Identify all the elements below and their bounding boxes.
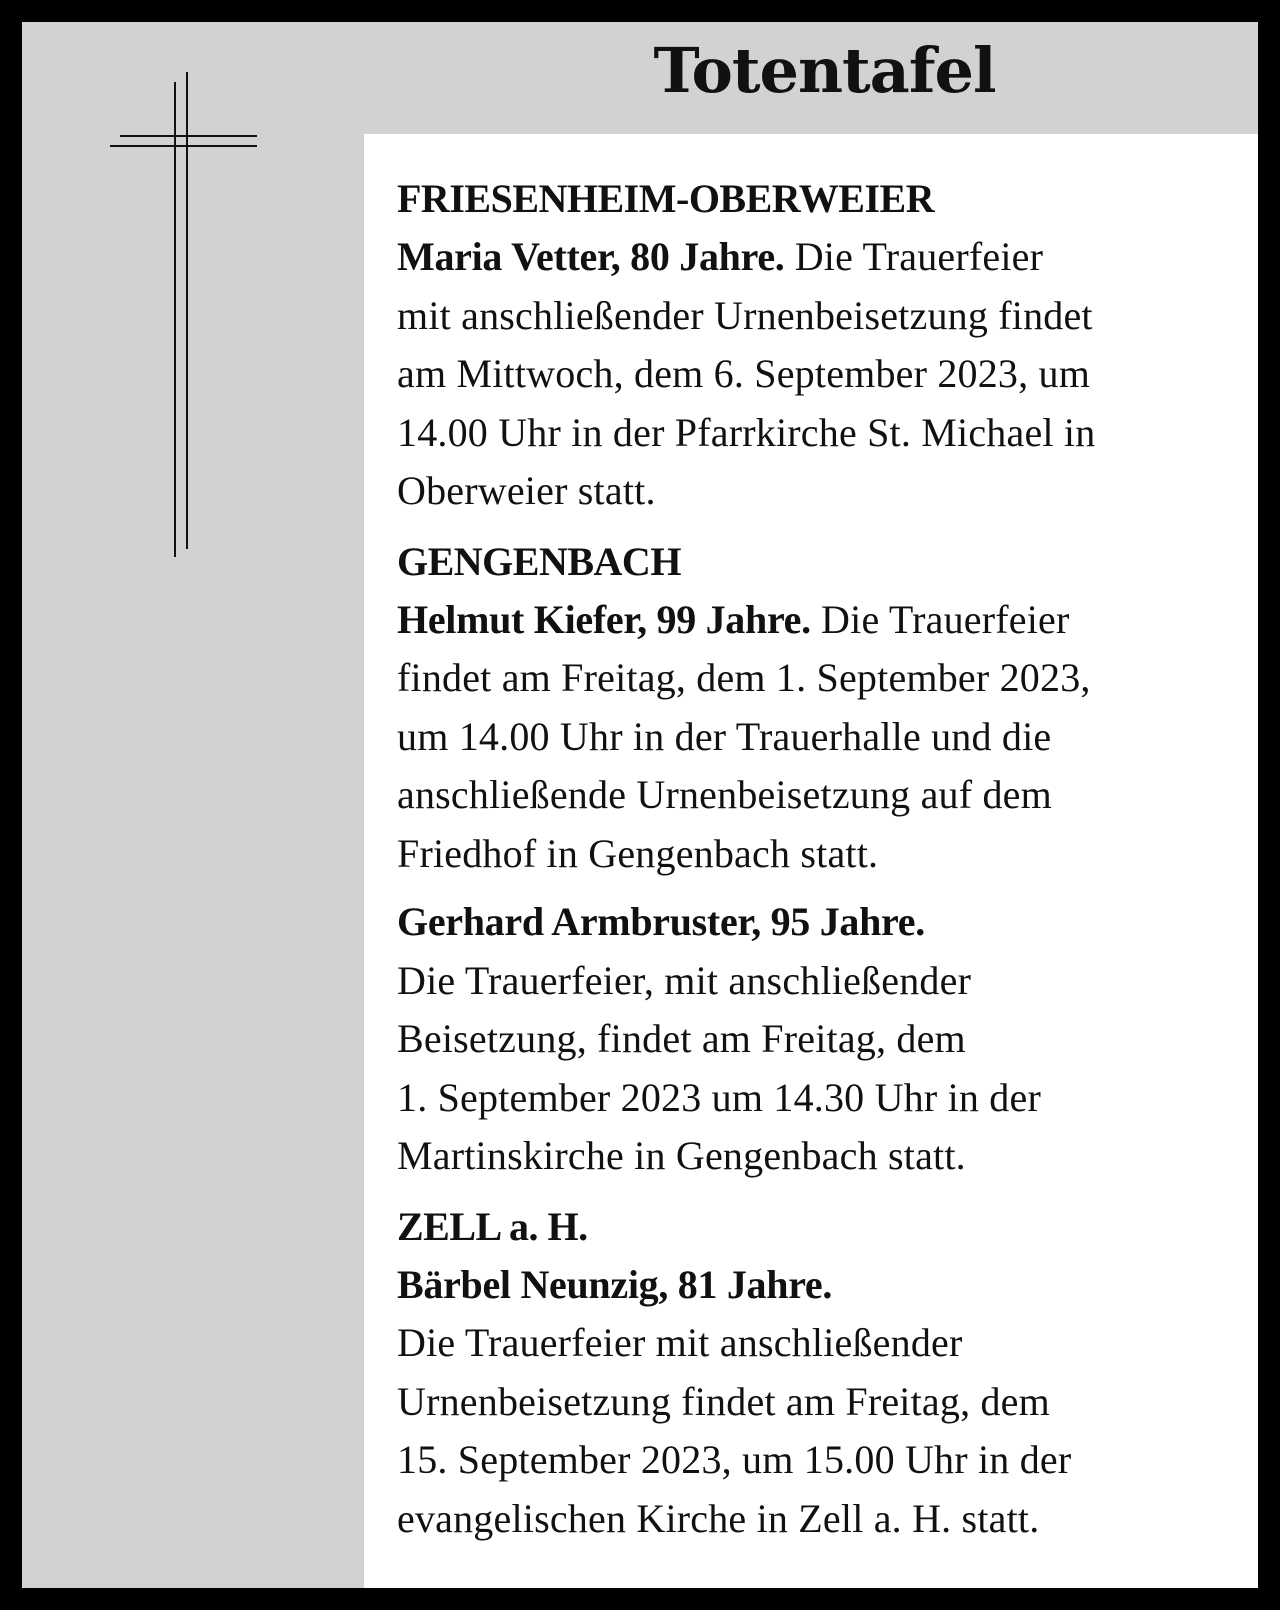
- obituary-entry: [397, 893, 1258, 1186]
- entry-line: anschließende Urnenbeisetzung auf dem: [397, 772, 1052, 817]
- place-heading: ZELL a. H.: [397, 1203, 588, 1249]
- entry-line: Friedhof in Gengenbach statt.: [397, 830, 879, 876]
- obituary-entry: [397, 591, 1258, 884]
- deceased-name: Maria Vetter, 80 Jahre.: [397, 234, 785, 279]
- place-heading: FRIESENHEIM-OBERWEIER: [397, 176, 935, 221]
- entry-line: mit anschließender Urnenbeisetzung findet: [397, 292, 1093, 338]
- entry-line: Oberweier statt.: [397, 468, 656, 513]
- notices-panel: [364, 134, 1280, 1610]
- obituary-entry: [397, 1256, 1258, 1549]
- entry-line: Die Trauerfeier: [821, 596, 1070, 642]
- entry-line: 14.00 Uhr in der Pfarrkirche St. Michael in: [397, 409, 1096, 455]
- entry-line: um 14.00 Uhr in der Trauerhalle und die: [397, 713, 1052, 759]
- entry-line: 1. September 2023 um 14.30 Uhr in der: [397, 1074, 1041, 1120]
- deceased-name: Helmut Kiefer, 99 Jahre.: [397, 596, 811, 642]
- entry-line: Die Trauerfeier, mit anschließender: [397, 957, 972, 1003]
- entry-line: evangelischen Kirche in Zell a. H. statt.: [397, 1495, 1040, 1541]
- entry-line: Beisetzung, findet am Freitag, dem: [397, 1016, 966, 1061]
- entry-line: Die Trauerfeier: [794, 234, 1044, 279]
- obituary-entry: [397, 228, 1258, 521]
- deceased-name: Bärbel Neunzig, 81 Jahre.: [397, 1261, 833, 1307]
- entry-line: findet am Freitag, dem 1. September 2023,: [397, 655, 1091, 700]
- deceased-name: Gerhard Armbruster, 95 Jahre.: [397, 899, 925, 944]
- cross-icon: [107, 52, 267, 572]
- entry-line: Urnenbeisetzung findet am Freitag, dem: [397, 1378, 1050, 1424]
- entry-line: am Mittwoch, dem 6. September 2023, um: [397, 351, 1091, 396]
- entry-line: Die Trauerfeier mit anschließender: [397, 1320, 963, 1365]
- page-title: Totentafel: [653, 34, 996, 107]
- entry-line: Martinskirche in Gengenbach statt.: [397, 1133, 966, 1178]
- entry-line: 15. September 2023, um 15.00 Uhr in der: [397, 1437, 1072, 1482]
- place-heading: GENGENBACH: [397, 538, 681, 584]
